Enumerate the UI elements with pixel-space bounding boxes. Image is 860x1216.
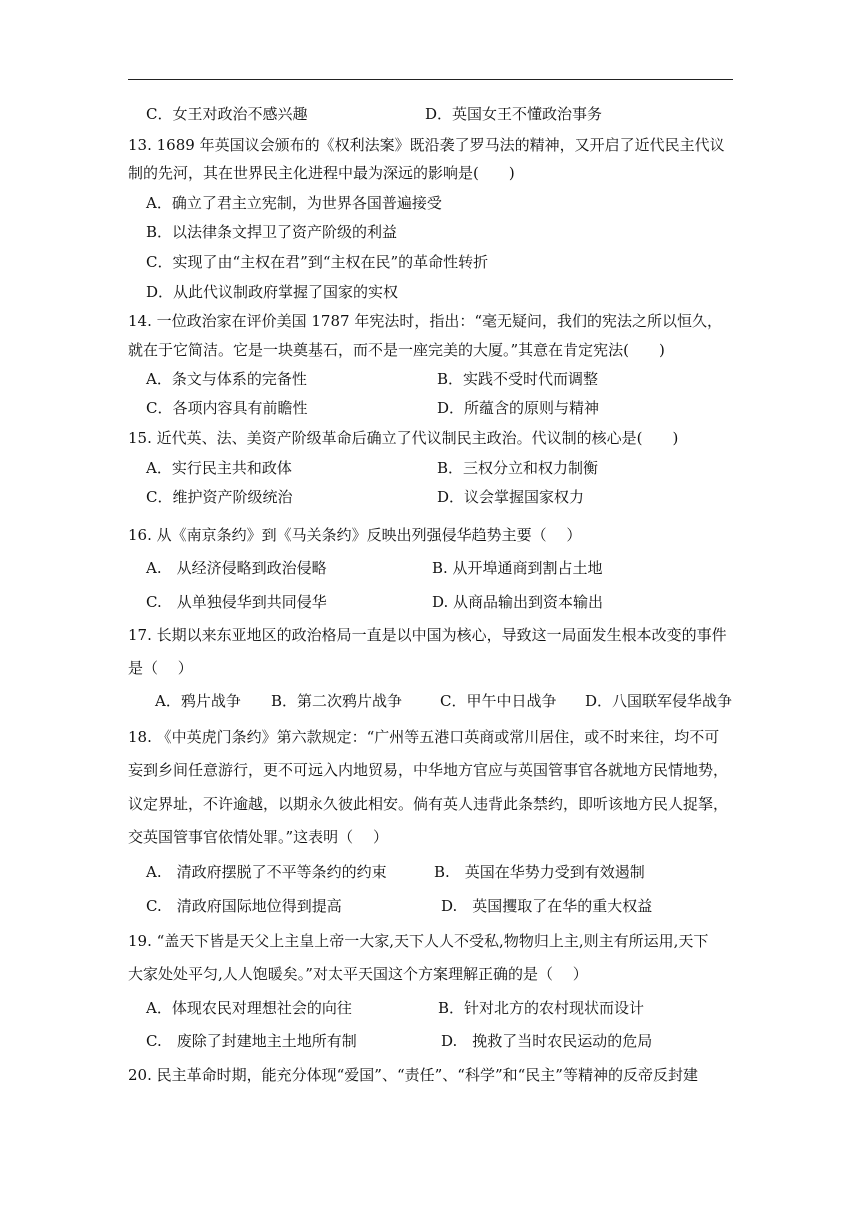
header-rule — [128, 79, 733, 80]
q17-option-a: A．鸦片战争 — [155, 692, 241, 710]
q14-option-d: D．所蕴含的原则与精神 — [437, 399, 600, 417]
q14-stem-line1: 14. 一位政治家在评价美国 1787 年宪法时，指出：“毫无疑问，我们的宪法之所以恒久， — [128, 312, 723, 330]
q20-stem-line1: 20. 民主革命时期，能充分体现“爱国”、“责任”、“科学”和“民主”等精神的反帝反封建 — [128, 1066, 698, 1084]
q13-option-a: A．确立了君主立宪制，为世界各国普遍接受 — [146, 194, 442, 212]
q13-option-d: D．从此代议制政府掌握了国家的实权 — [146, 283, 399, 301]
q18-stem-line3: 议定界址，不许逾越，以期永久彼此相安。倘有英人违背此条禁约，即听该地方民人捉拏， — [128, 795, 729, 813]
q14-stem-line2: 就在于它简洁。它是一块奠基石，而不是一座完美的大厦。”其意在肯定宪法( ) — [128, 341, 665, 359]
q19-option-c: C. 废除了封建地主土地所有制 — [146, 1032, 357, 1050]
q18-stem-line1: 18. 《中英虎门条约》第六款规定：“广州等五港口英商或常川居住，或不时来往，均不可 — [128, 728, 720, 746]
q19-option-d: D. 挽救了当时农民运动的危局 — [441, 1032, 653, 1050]
q12-option-d: D．英国女王不懂政治事务 — [425, 105, 603, 123]
q14-option-a: A．条文与体系的完备性 — [146, 370, 307, 388]
q17-stem-line1: 17. 长期以来东亚地区的政治格局一直是以中国为核心，导致这一局面发生根本改变的事件 — [128, 626, 727, 644]
q19-option-b: B．针对北方的农村现状而设计 — [438, 999, 645, 1017]
q19-stem-line2: 大家处处平匀,人人饱暖矣。”对太平天国这个方案理解正确的是（ ） — [128, 965, 588, 983]
q18-stem-line2: 妄到乡间任意游行，更不可远入内地贸易，中华地方官应与英国管事官各就地方民情地势， — [128, 761, 729, 779]
q13-stem-line2: 制的先河，其在世界民主化进程中最为深远的影响是( ) — [128, 164, 515, 182]
q13-option-c: C．实现了由“主权在君”到“主权在民”的革命性转折 — [146, 253, 489, 271]
q12-option-c: C．女王对政治不感兴趣 — [146, 105, 308, 123]
q16-option-d: D. 从商品输出到资本输出 — [432, 593, 604, 611]
q18-option-b: B. 英国在华势力受到有效遏制 — [434, 863, 645, 881]
q19-option-a: A．体现农民对理想社会的向往 — [146, 999, 352, 1017]
q15-option-d: D．议会掌握国家权力 — [437, 488, 585, 506]
q15-stem-line1: 15. 近代英、法、美资产阶级革命后确立了代议制民主政治。代议制的核心是( ) — [128, 429, 679, 447]
q16-option-c: C. 从单独侵华到共同侵华 — [146, 593, 327, 611]
q18-stem-line4: 交英国管事官依情处罪。”这表明（ ） — [128, 828, 388, 846]
q17-stem-line2: 是（ ） — [128, 659, 193, 677]
q18-option-c: C. 清政府国际地位得到提高 — [146, 897, 342, 915]
q13-stem-line1: 13. 1689 年英国议会颁布的《权利法案》既沿袭了罗马法的精神，又开启了近代民主代议 — [128, 136, 725, 154]
q18-option-d: D. 英国攫取了在华的重大权益 — [441, 897, 653, 915]
q16-stem-line1: 16. 从《南京条约》到《马关条约》反映出列强侵华趋势主要（ ） — [128, 526, 582, 544]
q16-option-b: B. 从开埠通商到割占土地 — [432, 559, 603, 577]
q15-option-b: B．三权分立和权力制衡 — [437, 459, 599, 477]
q15-option-c: C．维护资产阶级统治 — [146, 488, 293, 506]
q18-option-a: A. 清政府摆脱了不平等条约的约束 — [146, 863, 387, 881]
q13-option-b: B．以法律条文捍卫了资产阶级的利益 — [146, 223, 398, 241]
q17-option-c: C．甲午中日战争 — [440, 692, 557, 710]
q14-option-b: B．实践不受时代而调整 — [437, 370, 599, 388]
q16-option-a: A. 从经济侵略到政治侵略 — [146, 559, 327, 577]
q15-option-a: A．实行民主共和政体 — [146, 459, 292, 477]
q19-stem-line1: 19. “盖天下皆是天父上主皇上帝一大家,天下人人不受私,物物归上主,则主有所运用,天下 — [128, 932, 709, 950]
q14-option-c: C．各项内容具有前瞻性 — [146, 399, 308, 417]
q17-option-b: B．第二次鸦片战争 — [271, 692, 403, 710]
q17-option-d: D．八国联军侵华战争 — [585, 692, 733, 710]
